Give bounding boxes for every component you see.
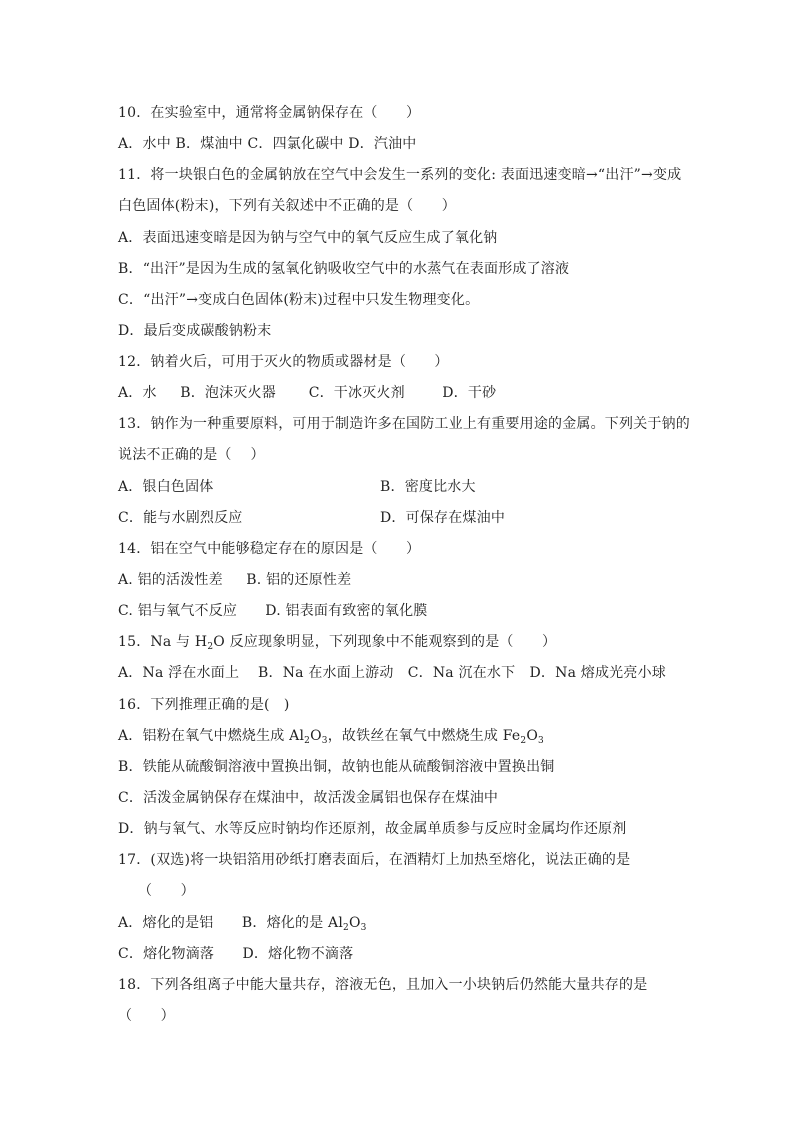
- q15-stem: 15．Na 与 $H_2O$ 反应现象明显，下列现象中不能观察到的是（ ）: [118, 634, 557, 652]
- q17-stem-line1: 17．(双选)将一块铝箔用砂纸打磨表面后，在酒精灯上加热至熔化，说法正确的是: [118, 852, 631, 868]
- q14-options-cd: C. 铝与氧气不反应 D. 铝表面有致密的氧化膜: [118, 603, 428, 619]
- q16-option-d: D．钠与氧气、水等反应时钠均作还原剂，故金属单质参与反应时金属均作还原剂: [118, 821, 627, 837]
- q13-option-a: A．银白色固体: [118, 479, 214, 495]
- q10-options: A．水中 B．煤油中 C．四氯化碳中 D．汽油中: [118, 136, 417, 152]
- q16-option-b: B．铁能从硫酸铜溶液中置换出铜，故钠也能从硫酸铜溶液中置换出铜: [118, 759, 555, 775]
- q13-option-b: B．密度比水大: [380, 479, 476, 495]
- q18-stem-line2: （ ）: [118, 1008, 175, 1024]
- q15-options: A．Na 浮在水面上 B．Na 在水面上游动 C．Na 沉在水下 D．Na 熔成光亮小球: [118, 665, 666, 681]
- q16-option-c: C．活泼金属钠保存在煤油中，故活泼金属铝也保存在煤油中: [118, 790, 499, 806]
- q18-stem-line1: 18．下列各组离子中能大量共存，溶液无色，且加入一小块钠后仍然能大量共存的是: [118, 977, 648, 993]
- q10-stem: 10．在实验室中，通常将金属钠保存在（ ）: [118, 105, 421, 121]
- q11-option-a: A．表面迅速变暗是因为钠与空气中的氧气反应生成了氧化钠: [118, 230, 498, 246]
- q11-option-c: C．“出汗”→变成白色固体(粉末)过程中只发生物理变化。: [118, 292, 480, 308]
- q13-option-c: C．能与水剧烈反应: [118, 510, 243, 526]
- q12-options: A．水 B．泡沫灭火器 C．干冰灭火剂 D．干砂: [118, 385, 497, 401]
- q13-stem-line1: 13．钠作为一种重要原料，可用于制造许多在国防工业上有重要用途的金属。下列关于钠的: [118, 416, 691, 432]
- q16-stem: 16．下列推理正确的是( ): [118, 697, 290, 713]
- q17-options-cd: C．熔化物滴落 D．熔化物不滴落: [118, 946, 354, 962]
- q11-option-b: B．“出汗”是因为生成的氢氧化钠吸收空气中的水蒸气在表面形成了溶液: [118, 261, 570, 277]
- q11-stem-line2: 白色固体(粉末)，下列有关叙述中不正确的是（ ）: [118, 198, 456, 214]
- q11-option-d: D．最后变成碳酸钠粉末: [118, 323, 272, 339]
- q16-option-a: A．铝粉在氧气中燃烧生成 $Al_2O_3$，故铁丝在氧气中燃烧生成 $Fe_2O_3$: [118, 728, 544, 746]
- q13-stem-line2: 说法不正确的是（ ）: [118, 447, 265, 463]
- q17-stem-line2: （ ）: [138, 883, 195, 899]
- q14-stem: 14．铝在空气中能够稳定存在的原因是（ ）: [118, 541, 421, 557]
- q14-options-ab: A. 铝的活泼性差 B. 铝的还原性差: [118, 572, 352, 588]
- q12-stem: 12．钠着火后，可用于灭火的物质或器材是（ ）: [118, 354, 449, 370]
- q11-stem-line1: 11．将一块银白色的金属钠放在空气中会发生一系列的变化: 表面迅速变暗→“出汗”→变成: [118, 167, 682, 183]
- q17-options-ab: A．熔化的是铝 B．熔化的是 $Al_2O_3$: [118, 915, 367, 933]
- q13-option-d: D．可保存在煤油中: [380, 510, 506, 526]
